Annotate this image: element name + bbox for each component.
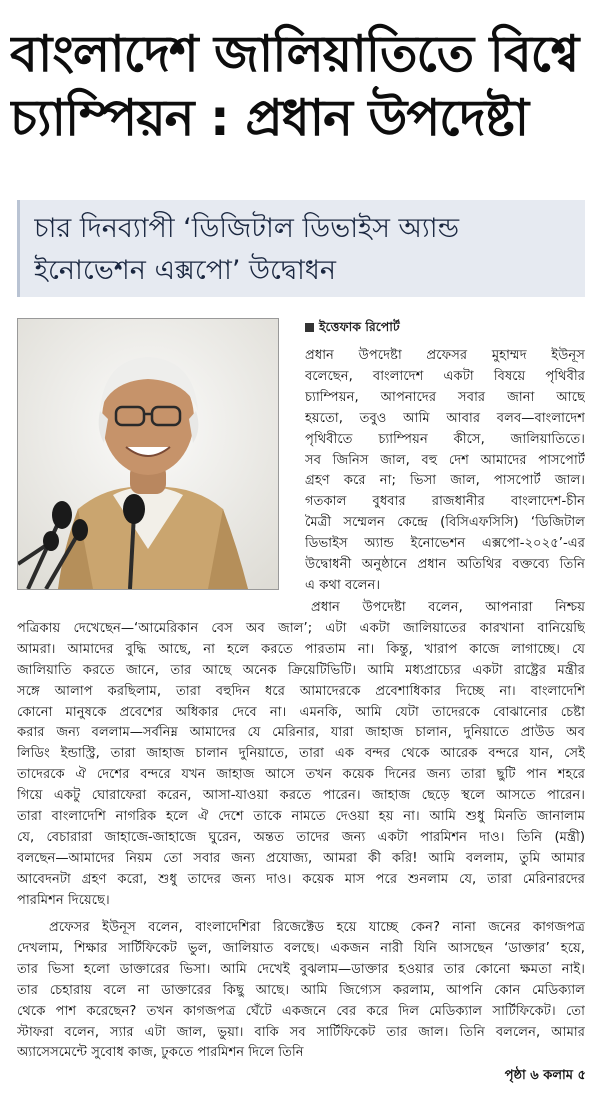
- text-line: গ্রহণ করে না; ভিসা জাল, পাসপোর্ট জাল।: [305, 473, 585, 489]
- text-line: গতকাল বুধবার রাজধানীর বাংলাদেশ-চীন: [305, 494, 585, 510]
- text-line: তার ভিসা হলো ডাক্তারের ভিসা। আমি দেখেই বুঝলাম—ডাক্তার হওয়ার তার কোনো ক্ষমতা নাই।: [17, 961, 585, 977]
- subheadline-box: [17, 200, 585, 297]
- text-line: কোনো মানুষকে প্রবেশের অধিকার দেবে না। এমনকি, আমি যেটা তাদেরকে বোঝানোর চেষ্টা: [17, 704, 585, 720]
- text-line: আবেদনটা গ্রহণ করো, শুধু তাদের জন্য দাও। কয়েক মাস পরে শুনলাম যে, তারা মেরিনারদের: [17, 871, 585, 887]
- text-line: জালিয়াতি করতে জানে, তার আছে অনেক ক্রিয়েটিভিটি। আমি মধ্যপ্রাচ্যের একটা রাষ্ট্রের মন্ত্রীর: [17, 662, 585, 678]
- body-paragraph-3: [17, 918, 585, 1064]
- text-line: এ কথা বলেন।: [305, 577, 381, 593]
- text-line: দেখলাম, শিক্ষার সার্টিফিকেট ভুল, জালিয়াত বলছে। একজন নারী যিনি আসছেন ‘ডাক্তার’ হয়ে,: [17, 940, 585, 956]
- text-line: বলেছেন, বাংলাদেশ একটা বিষয়ে পৃথিবীর: [305, 368, 585, 384]
- text-line: উদ্বোধনী অনুষ্ঠানে প্রধান অতিথির বক্তব্যে তিনি: [305, 557, 585, 573]
- text-line: চ্যাম্পিয়ন, আপনাদের সবার জানা আছে: [305, 389, 585, 405]
- text-line: থেকে পাশ করেছেন? তখন কাগজপত্র ঘেঁটে একজনে বের করে দিল মেডিক্যাল সার্টিফিকেট। তো: [17, 1003, 585, 1019]
- text-line: প্রধান উপদেষ্টা প্রফেসর মুহাম্মদ ইউনূস: [305, 348, 585, 363]
- text-line: লিডিং ইন্ডাস্ট্রি, তারা জাহাজ চালান দুনিয়াতে, তারা এক বন্দর থেকে আরেক বন্দরে যান, সেই: [17, 746, 585, 762]
- text-line: যে, বেচারারা জাহাজে-জাহাজে ঘুরেন, অন্তত তাদের জন্য একটা পারমিশন দাও। তিনি (মন্ত্রী): [17, 829, 585, 845]
- text-line: ডিভাইস অ্যান্ড ইনোভেশন এক্সপো-২০২৫’-এর: [305, 536, 585, 552]
- body-paragraph-2: [17, 598, 585, 912]
- text-line: অ্যাসেসমেন্টে সুবোধ কাজ, ঢুকতে পারমিশন দিলে তিনি: [17, 1045, 304, 1061]
- speaker-photo-illustration: [18, 319, 278, 589]
- text-line: হয়তো, তবুও আমি আবার বলব—বাংলাদেশ: [305, 410, 585, 426]
- byline: ইত্তেফাক রিপোর্ট: [305, 319, 400, 339]
- news-photo: [17, 318, 279, 590]
- text-line: বলছেন—আমাদের নিয়ম তো সবার জন্য প্রযোজ্য, আমরা কী করি! আমি বললাম, তুমি আমার: [17, 850, 585, 866]
- text-line: তারা বাংলাদেশি নাগরিক হলে ঐ দেশে তাকে নামতে দেওয়া হয় না। আমি শুধু মিনতি জানালাম: [17, 809, 585, 825]
- square-bullet-icon: [305, 323, 314, 332]
- text-line: প্রধান উপদেষ্টা বলেন, আপনারা নিশ্চয়: [311, 600, 585, 615]
- text-line: গিয়ে একটু ঘোরাফেরা করেন, আসা-যাওয়া করতে পারেন। জাহাজ ছেড়ে স্থলে আসতে পারেন।: [17, 788, 585, 804]
- subheadline-line-2: ইনোভেশন এক্সপো’ উদ্বোধন: [34, 255, 337, 286]
- text-line: প্রফেসর ইউনূস বলেন, বাংলাদেশিরা রিজেক্টেড হয়ে যাচ্ছে কেন? নানা জনের কাগজপত্র: [49, 920, 585, 935]
- text-line: মৈত্রী সম্মেলন কেন্দ্রে (বিসিএফসিসি) ‘ডিজিটাল: [305, 515, 585, 531]
- headline-line-2: চ্যাম্পিয়ন : প্রধান উপদেষ্টা: [10, 89, 529, 147]
- headline: [10, 22, 592, 150]
- text-line: করার জন্য বললাম—সর্বনিম্ন আমাদের যে মেরিনার, যারা জাহাজ চালান, দুনিয়াতে প্রাউড অব: [17, 725, 585, 741]
- continuation-note: পৃষ্ঠা ৬ কলাম ৫: [504, 1068, 586, 1083]
- text-line: পত্রিকায় দেখেছেন—‘আমেরিকান বেস অব জাল’; এটা একটা জালিয়াতের কারখানা বানিয়েছি: [17, 620, 585, 636]
- text-line: তার চেহারায় বলে না ডাক্তারের কিছু আছে। আমি জিগ্যেস করলাম, আপনি কোন মেডিক্যাল: [17, 982, 585, 998]
- headline-line-1: বাংলাদেশ জালিয়াতিতে বিশ্বে: [10, 25, 579, 83]
- text-line: সব জিনিস জাল, বহু দেশ আমাদের পাসপোর্ট: [305, 452, 585, 468]
- text-line: সঙ্গে আলাপ করছিলাম, তারা বহুদিন ধরে আমাদেরকে প্রবেশাধিকার দিচ্ছে না। বাংলাদেশি: [17, 683, 585, 699]
- text-line: তাদেরকে ঐ দেশের বন্দরে যখন জাহাজ আসে তখন কয়েক দিনের জন্য তারা ছুটি পান শহরে: [17, 767, 585, 783]
- subheadline-line-1: চার দিনব্যাপী ‘ডিজিটাল ডিভাইস অ্যান্ড: [34, 213, 460, 244]
- intro-paragraph: [305, 346, 585, 597]
- text-line: আমরা। আমাদের বুদ্ধি আছে, না হলে করতে পারতাম না। কিন্তু, খারাপ কাজে লাগাচ্ছে। যে: [17, 641, 585, 657]
- text-line: পারমিশন দিয়েছে।: [17, 892, 110, 908]
- text-line: স্টাফরা বলেন, স্যার এটা জাল, ভুয়া। বাকি সব সার্টিফিকেট তার জাল। তিনি বললেন, আমার: [17, 1024, 585, 1040]
- text-line: পৃথিবীতে চ্যাম্পিয়ন কীসে, জালিয়াতিতে।: [305, 431, 585, 447]
